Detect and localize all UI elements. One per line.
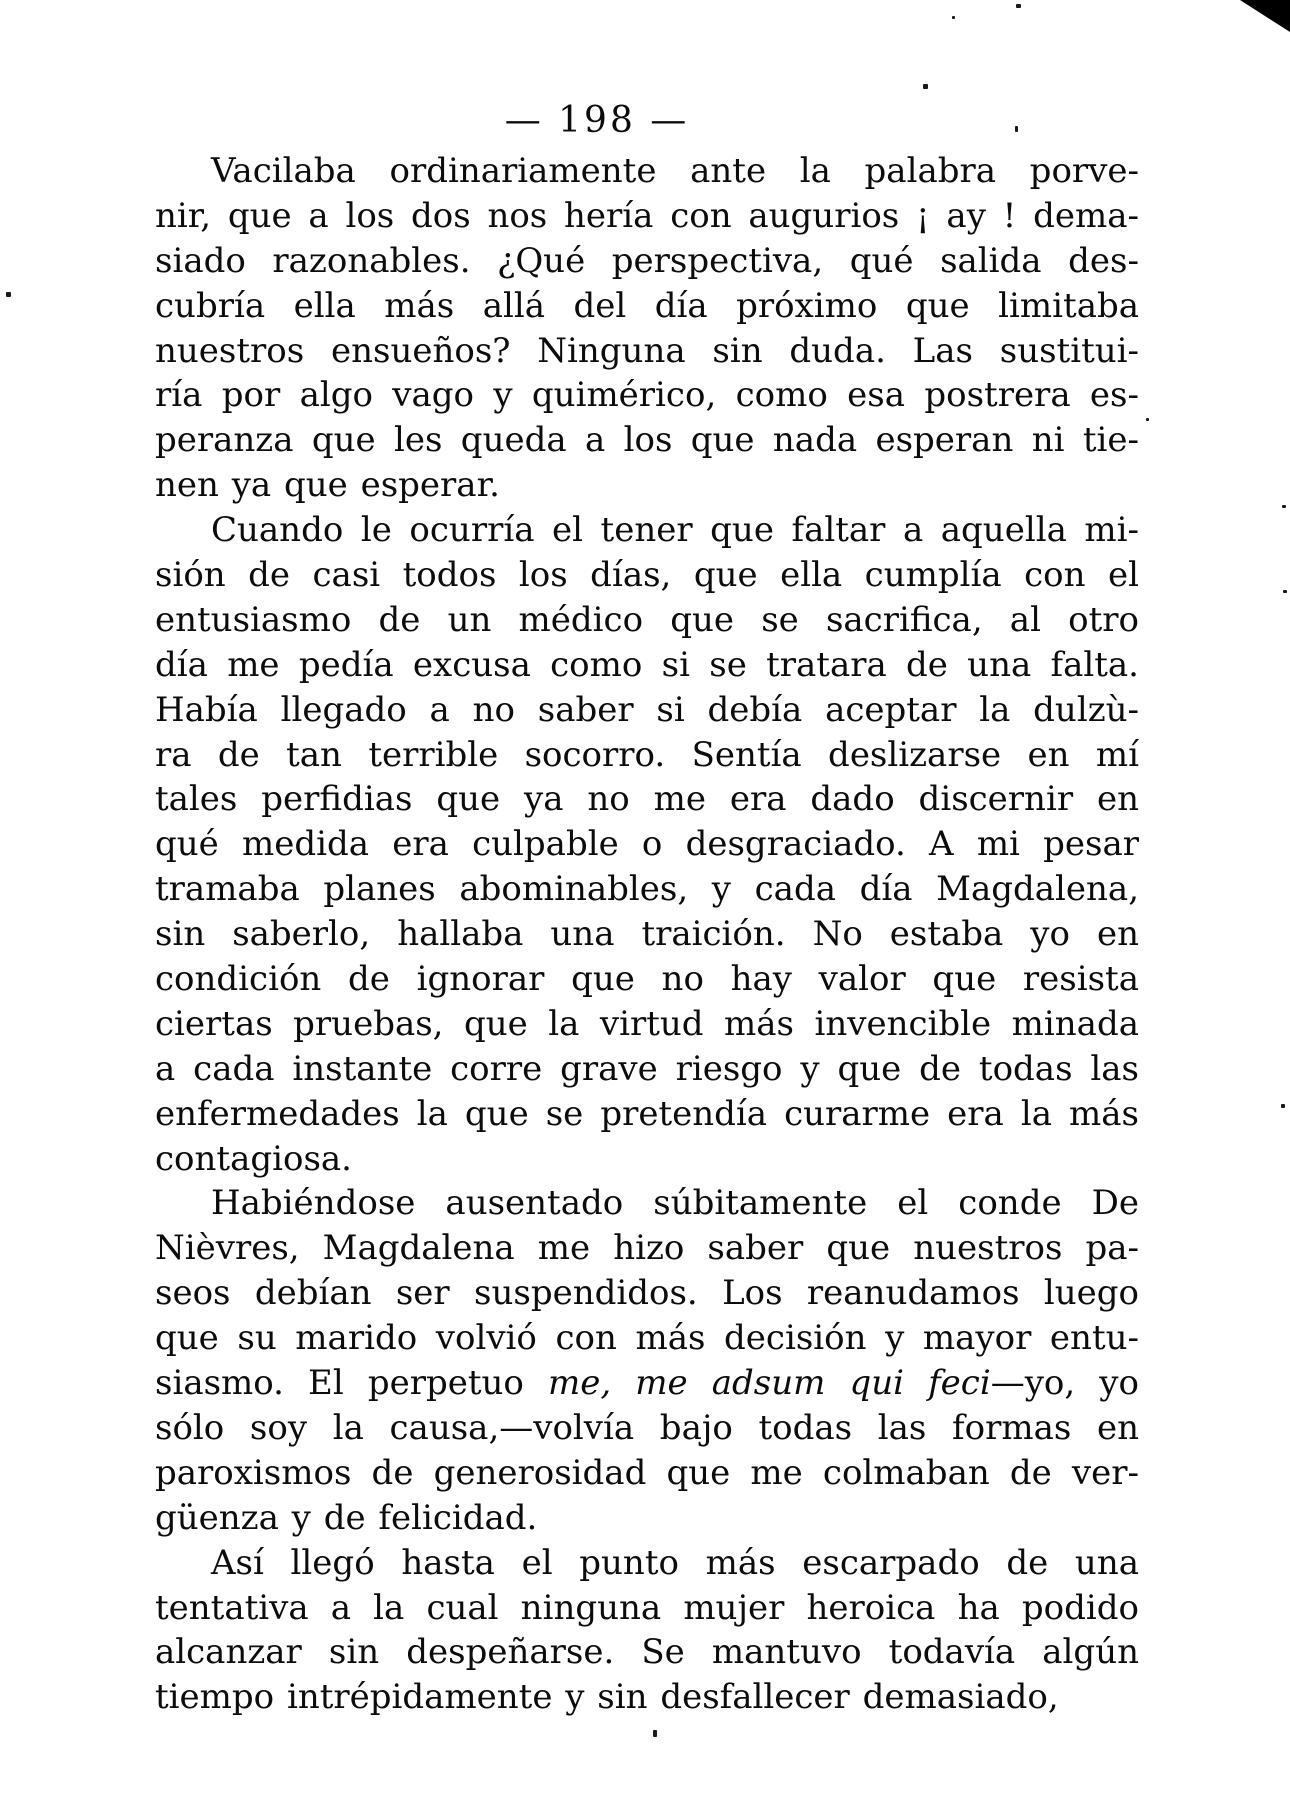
text-line: [155, 912, 1139, 957]
scan-speck: [1281, 1104, 1285, 1108]
text-segment: sólo soy la causa,—volvía bajo todas las formas en: [155, 1407, 1139, 1448]
text-segment: siado razonables. ¿Qué perspectiva, qué salida des-: [155, 240, 1139, 281]
text-segment: nuestros ensueños? Ninguna sin duda. Las sustitui-: [155, 330, 1139, 371]
text-segment: qué medida era culpable o desgraciado. A mi pesar: [155, 824, 1139, 865]
text-segment: contagiosa.: [155, 1138, 352, 1179]
text-segment: nir, que a los dos nos hería con augurios ¡ ay ! dema-: [155, 195, 1139, 236]
text-segment: Habiéndose ausentado súbitamente el conde De: [211, 1183, 1139, 1224]
text-segment: tales perfidias que ya no me era dado discernir en: [155, 779, 1139, 820]
text-segment: siasmo. El perpetuo: [155, 1363, 549, 1404]
text-line: [155, 822, 1139, 867]
text-line: [155, 957, 1139, 1002]
scan-speck: [1016, 4, 1021, 8]
text-line: [155, 1181, 1139, 1226]
page-number: — 198 —: [504, 100, 690, 141]
text-segment: seos debían ser suspendidos. Los reanudamos luego: [155, 1273, 1139, 1314]
text-segment: alcanzar sin despeñarse. Se mantuvo todavía algún: [155, 1632, 1139, 1673]
text-line: [155, 418, 1139, 463]
text-line: [155, 1451, 1139, 1496]
text-line: [155, 1316, 1139, 1361]
text-segment: —yo, yo: [990, 1363, 1139, 1404]
text-segment: Había llegado a no saber si debía aceptar la dulzù-: [155, 689, 1139, 730]
text-line: [155, 1047, 1139, 1092]
text-segment: Cuando le ocurría el tener que faltar a aquella mi-: [211, 510, 1139, 551]
text-segment: enfermedades la que se pretendía curarme era la más: [155, 1093, 1139, 1134]
text-segment: paroxismos de generosidad que me colmaban de ver-: [155, 1452, 1139, 1493]
text-segment: nen ya que esperar.: [155, 465, 500, 506]
text-segment: Nièvres, Magdalena me hizo saber que nuestros pa-: [155, 1228, 1139, 1269]
text-line: [155, 688, 1139, 733]
text-segment: a cada instante corre grave riesgo y que de todas las: [155, 1048, 1139, 1089]
scan-speck: [6, 292, 11, 297]
text-line: [155, 553, 1139, 598]
text-segment: ciertas pruebas, que la virtud más invencible minada: [155, 1003, 1139, 1044]
scan-speck: [1015, 126, 1018, 132]
scan-speck: [1283, 590, 1287, 593]
text-line: [155, 643, 1139, 688]
text-line: [155, 1541, 1139, 1586]
text-line: [155, 284, 1139, 329]
text-segment: Así llegó hasta el punto más escarpado de una: [211, 1542, 1139, 1583]
text-segment: condición de ignorar que no hay valor que resista: [155, 959, 1139, 1000]
text-line: [155, 329, 1139, 374]
text-line: [155, 1092, 1139, 1137]
text-line: [155, 1406, 1139, 1451]
text-line: [155, 239, 1139, 284]
text-segment: güenza y de felicidad.: [155, 1497, 538, 1538]
text-line: [155, 1271, 1139, 1316]
text-line: [155, 194, 1139, 239]
text-line: [155, 463, 1139, 508]
text-segment: día me pedía excusa como si se tratara de una falta.: [155, 644, 1139, 685]
text-segment: ría por algo vago y quimérico, como esa postrera es-: [155, 375, 1139, 416]
scan-speck: [1146, 418, 1149, 421]
text-segment: ra de tan terrible socorro. Sentía deslizarse en mí: [155, 734, 1139, 775]
text-line: [155, 777, 1139, 822]
scan-speck: [952, 16, 955, 19]
scan-speck: [653, 1730, 657, 1737]
text-line: [155, 373, 1139, 418]
text-segment: Vacilaba ordinariamente ante la palabra porve-: [211, 151, 1139, 191]
text-segment: tentativa a la cual ninguna mujer heroica ha podido: [155, 1587, 1139, 1628]
text-segment: tiempo intrépidamente y sin desfallecer demasiado,: [155, 1677, 1059, 1718]
text-line: [155, 1226, 1139, 1271]
text-segment: tramaba planes abominables, y cada día Magdalena,: [155, 869, 1139, 910]
text-line: [155, 1002, 1139, 1047]
scan-corner-artifact: [1240, 0, 1290, 32]
text-line: [155, 1675, 1139, 1720]
text-line: [155, 733, 1139, 778]
text-line: [155, 1361, 1139, 1406]
text-line: [155, 1137, 1139, 1182]
text-segment: peranza que les queda a los que nada esperan ni tie-: [155, 420, 1139, 461]
text-line: [155, 598, 1139, 643]
text-segment: sión de casi todos los días, que ella cumplía con el: [155, 555, 1139, 596]
italic-text-segment: me, me adsum qui feci: [548, 1363, 991, 1404]
text-line: [155, 508, 1139, 553]
text-segment: sin saberlo, hallaba una traición. No estaba yo en: [155, 914, 1139, 955]
text-line: [155, 867, 1139, 912]
text-segment: cubría ella más allá del día próximo que limitaba: [155, 285, 1139, 326]
text-line: [155, 149, 1139, 194]
text-line: [155, 1630, 1139, 1675]
scan-speck: [923, 84, 928, 89]
scan-speck: [1282, 505, 1286, 508]
text-segment: entusiasmo de un médico que se sacrifica, al otro: [155, 599, 1139, 640]
text-line: [155, 1586, 1139, 1631]
page-body-text: [155, 149, 1139, 1720]
text-segment: que su marido volvió con más decisión y mayor entu-: [155, 1318, 1139, 1359]
text-line: [155, 1496, 1139, 1541]
